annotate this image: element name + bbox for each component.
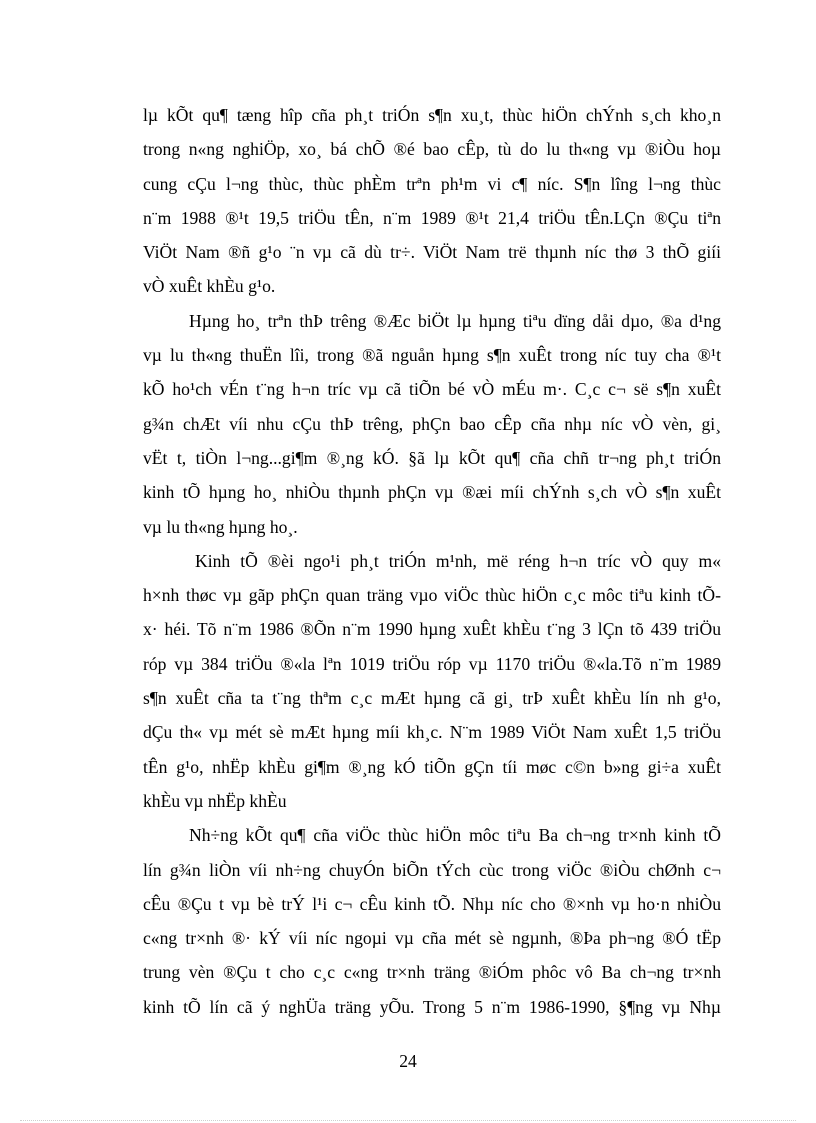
paragraph-2 bbox=[143, 304, 721, 544]
text-line: Nh÷ng kÕt qu¶ cña viÖc thùc hiÖn môc tiªu Ba ch¬ng tr×nh kinh tÕ bbox=[189, 825, 721, 846]
text-line: h×nh thøc vµ gãp phÇn quan träng vµo viÖc thùc hiÖn c¸c môc tiªu kinh tÕ- bbox=[143, 585, 721, 606]
text-line: kÕ ho¹ch vÉn t¨ng h¬n tríc vµ cã tiÕn bé vÒ mÉu m·. C¸c c¬ së s¶n xuÊt bbox=[143, 379, 721, 400]
text-line: khÈu vµ nhËp khÈu bbox=[143, 790, 287, 811]
text-line: n¨m 1988 ®¹t 19,5 triÖu tÊn, n¨m 1989 ®¹t 21,4 triÖu tÊn.LÇn ®Çu tiªn bbox=[143, 207, 721, 228]
text-line: lµ kÕt qu¶ tæng hîp cña ph¸t triÓn s¶n xu¸t, thùc hiÖn chÝnh s¸ch kho¸n bbox=[143, 105, 721, 125]
text-line: trong n«ng nghiÖp, xo¸ bá chÕ ®é bao cÊp, tù do lu th«ng vµ ®iÒu hoµ bbox=[143, 139, 721, 160]
footer-divider bbox=[20, 1120, 796, 1121]
text-line: c«ng tr×nh ®· kÝ víi níc ngoµi vµ cña mét sè ngµnh, ®Þa ph¬ng ®Ó tËp bbox=[143, 928, 721, 949]
paragraph-3 bbox=[143, 544, 721, 818]
text-line: vÒ xuÊt khÈu g¹o. bbox=[143, 276, 276, 297]
text-line: róp vµ 384 triÖu ®«la lªn 1019 triÖu róp vµ 1170 triÖu ®«la.Tõ n¨m 1989 bbox=[143, 653, 721, 674]
text-line: dÇu th« vµ mét sè mÆt hµng míi kh¸c. N¨m 1989 ViÖt Nam xuÊt 1,5 triÖu bbox=[143, 722, 721, 743]
text-line: cung cÇu l¬ng thùc, thùc phÈm trªn ph¹m vi c¶ níc. S¶n lîng l¬ng thùc bbox=[143, 173, 721, 194]
text-line: trung vèn ®Çu t cho c¸c c«ng tr×nh träng ®iÓm phôc vô Ba ch¬ng tr×nh bbox=[143, 962, 721, 983]
text-line: vµ lu th«ng thuËn lîi, trong ®ã nguån hµng s¶n xuÊt trong níc tuy cha ®¹t bbox=[143, 345, 721, 366]
text-line: g¾n chÆt víi nhu cÇu thÞ trêng, phÇn bao cÊp cña nhµ níc vÒ vèn, gi¸ bbox=[143, 413, 721, 434]
text-line: Kinh tÕ ®èi ngo¹i ph¸t triÓn m¹nh, më réng h¬n tríc vÒ quy m« bbox=[195, 550, 721, 571]
text-line: vËt t, tiÒn l¬ng...gi¶m ®¸ng kÓ. §ã lµ kÕt qu¶ cña chñ tr¬ng ph¸t triÓn bbox=[143, 447, 721, 468]
text-line: s¶n xuÊt cña ta t¨ng thªm c¸c mÆt hµng cã gi¸ trÞ xuÊt khÈu lín nh g¹o, bbox=[143, 688, 721, 709]
paragraph-4 bbox=[143, 818, 721, 1024]
text-line: vµ lu th«ng hµng ho¸. bbox=[143, 516, 298, 537]
page-number: 24 bbox=[399, 1051, 417, 1071]
text-line: x· héi. Tõ n¨m 1986 ®Õn n¨m 1990 hµng xuÊt khÈu t¨ng 3 lÇn tõ 439 triÖu bbox=[143, 619, 721, 640]
text-line: cÊu ®Çu t vµ bè trÝ l¹i c¬ cÊu kinh tÕ. Nhµ níc cho ®×nh vµ ho·n nhiÒu bbox=[143, 893, 721, 914]
text-line: kinh tÕ lín cã ý nghÜa träng yÕu. Trong 5 n¨m 1986-1990, §¶ng vµ Nhµ bbox=[143, 996, 721, 1017]
body-text bbox=[143, 98, 721, 1024]
text-line: kinh tÕ hµng ho¸ nhiÒu thµnh phÇn vµ ®æi míi chÝnh s¸ch vÒ s¶n xuÊt bbox=[143, 482, 721, 503]
text-line: ViÖt Nam ®ñ g¹o ¨n vµ cã dù tr÷. ViÖt Nam trë thµnh níc thø 3 thÕ giíi bbox=[143, 242, 721, 263]
text-line: lín g¾n liÒn víi nh÷ng chuyÓn biÕn tÝch cùc trong viÖc ®iÒu chØnh c¬ bbox=[143, 859, 721, 880]
text-line: tÊn g¹o, nhËp khÈu gi¶m ®¸ng kÓ tiÕn gÇn tíi møc c©n b»ng gi÷a xuÊt bbox=[143, 756, 721, 777]
text-line: Hµng ho¸ trªn thÞ trêng ®Æc biÖt lµ hµng tiªu dïng dåi dµo, ®a d¹ng bbox=[189, 310, 721, 331]
paragraph-1 bbox=[143, 98, 721, 304]
